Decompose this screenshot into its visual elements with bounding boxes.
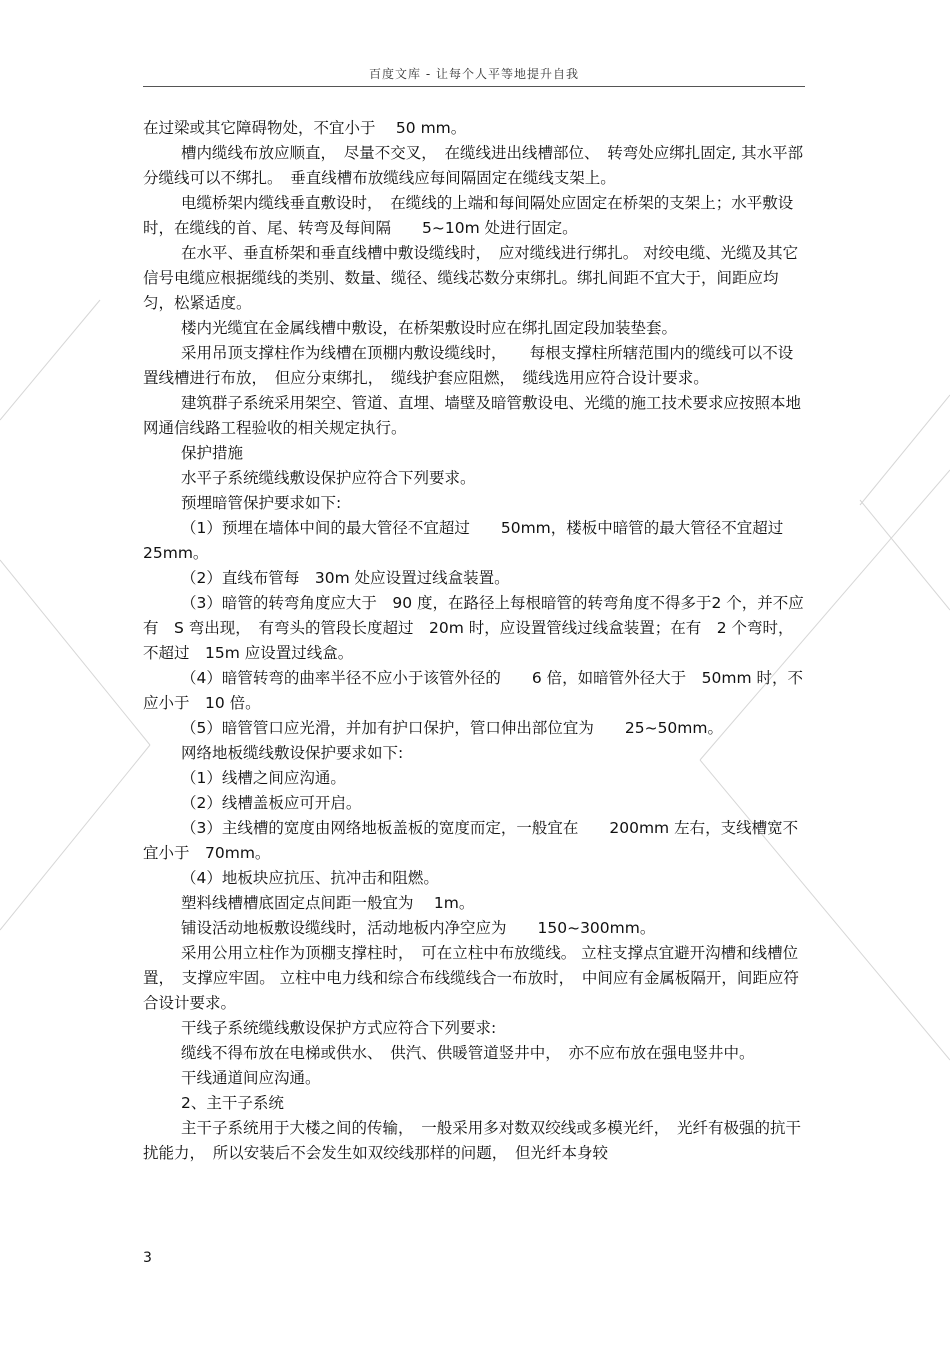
paragraph: 缆线不得布放在电梯或供水、 供汽、供暖管道竖井中， 亦不应布放在强电竖井中。 [181,1044,755,1062]
paragraph: （4）地板块应抗压、抗冲击和阻燃。 [181,869,439,887]
paragraph: 干线通道间应沟通。 [181,1069,321,1087]
paragraph: 采用公用立柱作为顶棚支撑柱时， 可在立柱中布放缆线。 立柱支撑点宜避开沟槽和线槽位置， 支撑应牢固。 立柱中电力线和综合布线缆线合一布放时， 中间应有金属板隔开，间距应符合设计要求。 [143,944,799,1012]
paragraph: 主干子系统用于大楼之间的传输， 一般采用多对数双绞线或多模光纤， 光纤有极强的抗干扰能力， 所以安装后不会发生如双绞线那样的问题， 但光纤本身较 [143,1119,802,1162]
paragraph: （3）主线槽的宽度由网络地板盖板的宽度而定，一般宜在 200mm 左右，支线槽宽不宜小于 70mm。 [143,819,799,862]
paragraph: 建筑群子系统采用架空、管道、直埋、墙壁及暗管敷设电、光缆的施工技术要求应按照本地网通信线路工程验收的相关规定执行。 [143,394,802,437]
paragraph: 2、主干子系统 [181,1094,284,1112]
paragraph: 干线子系统缆线敷设保护方式应符合下列要求: [181,1019,497,1037]
paragraph: （1）预埋在墙体中间的最大管径不宜超过 50mm，楼板中暗管的最大管径不宜超过 25mm。 [143,519,784,562]
paragraph: （2）线槽盖板应可开启。 [181,794,362,812]
paragraph: 在水平、垂直桥架和垂直线槽中敷设缆线时， 应对缆线进行绑扎。 对绞电缆、光缆及其它信号电缆应根据缆线的类别、数量、缆径、缆线芯数分束绑扎。绑扎间距不宜大于，间距应均匀，松紧适度。 [143,244,799,312]
page-number: 3 [143,1250,152,1266]
paragraph: 网络地板缆线敷设保护要求如下: [181,744,404,762]
paragraph: 采用吊顶支撑柱作为线槽在顶棚内敷设缆线时， 每根支撑柱所辖范围内的缆线可以不设置线槽进行布放， 但应分束绑扎， 缆线护套应阻燃， 缆线选用应符合设计要求。 [143,344,794,387]
paragraph: 预埋暗管保护要求如下: [181,494,342,512]
page-header: 百度文库 - 让每个人平等地提升自我 [143,62,805,87]
paragraph: 水平子系统缆线敷设保护应符合下列要求。 [181,469,476,487]
paragraph: （4）暗管转弯的曲率半径不应小于该管外径的 6 倍，如暗管外径大于 50mm 时，不应小于 10 倍。 [143,669,804,712]
paragraph: 在过梁或其它障碍物处，不宜小于 50 mm。 [143,119,467,137]
paragraph: （1）线槽之间应沟通。 [181,769,346,787]
paragraph: 铺设活动地板敷设缆线时，活动地板内净空应为 150~300mm。 [181,919,656,937]
paragraph: 保护措施 [181,444,244,462]
paragraph: （3）暗管的转弯角度应大于 90 度，在路径上每根暗管的转弯角度不得多于2 个，并不应有 S 弯出现， 有弯头的管段长度超过 20m 时，应设置管线过线盒装置；在有 2 个弯时，不超过 15m 应设置过线盒。 [143,594,804,662]
document-body [143,116,808,1166]
paragraph: 电缆桥架内缆线垂直敷设时， 在缆线的上端和每间隔处应固定在桥架的支架上；水平敷设时，在缆线的首、尾、转弯及每间隔 5~10m 处进行固定。 [143,194,794,237]
paragraph: 塑料线槽槽底固定点间距一般宜为 1m。 [181,894,475,912]
paragraph: （2）直线布管每 30m 处应设置过线盒装置。 [181,569,510,587]
paragraph: （5）暗管管口应光滑，并加有护口保护，管口伸出部位宜为 25~50mm。 [181,719,723,737]
paragraph: 楼内光缆宜在金属线槽中敷设，在桥架敷设时应在绑扎固定段加装垫套。 [181,319,678,337]
paragraph: 槽内缆线布放应顺直， 尽量不交叉， 在缆线进出线槽部位、 转弯处应绑扎固定, 其水平部分缆线可以不绑扎。 垂直线槽布放缆线应每间隔固定在缆线支架上。 [143,144,804,187]
